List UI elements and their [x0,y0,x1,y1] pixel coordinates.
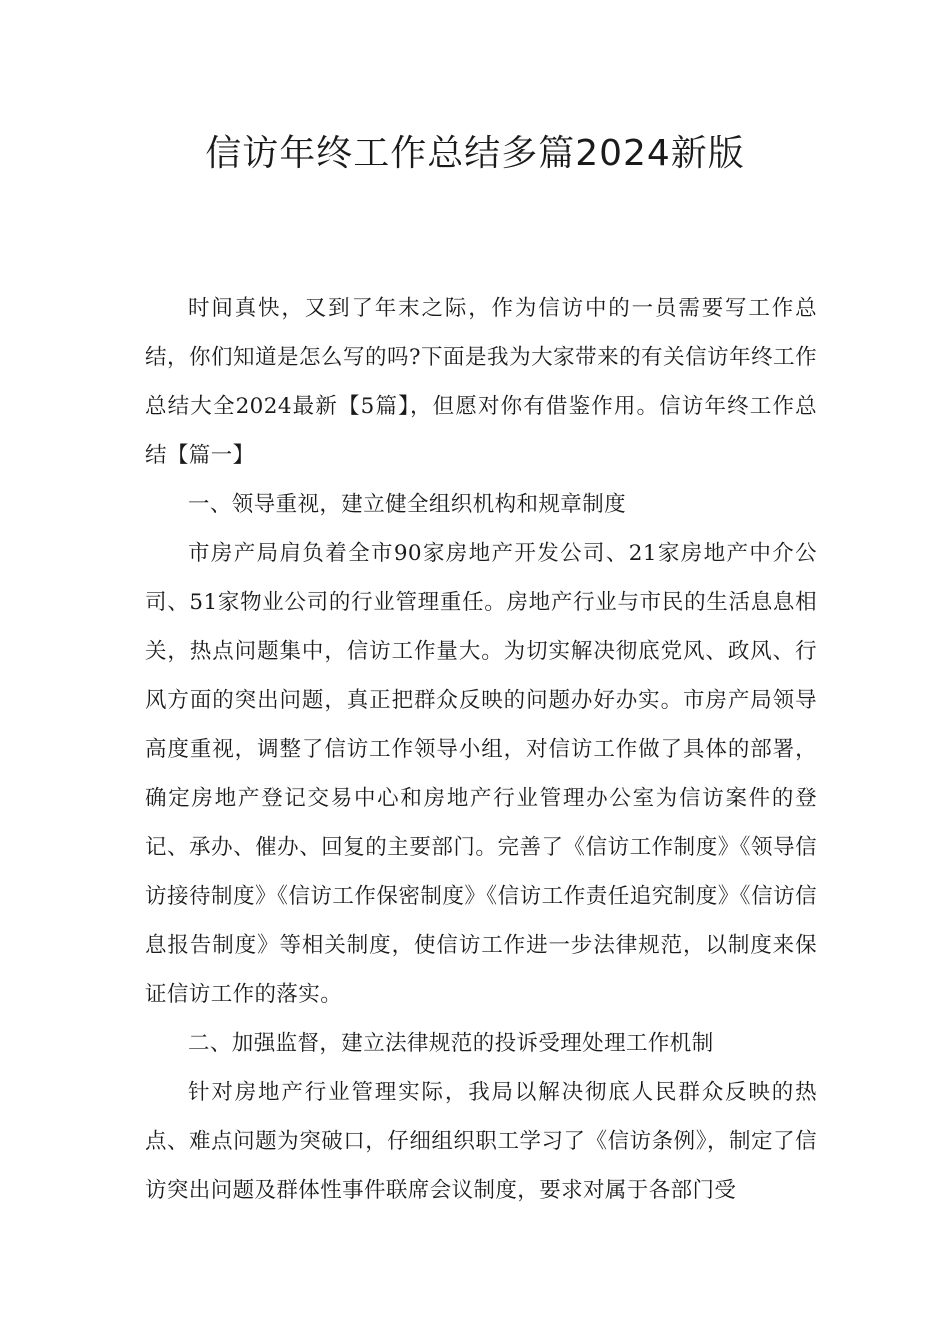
document-body [145,284,817,1215]
paragraph-intro: 时间真快，又到了年末之际，作为信访中的一员需要写工作总结，你们知道是怎么写的吗?下面是我为大家带来的有关信访年终工作总结大全2024最新【5篇】，但愿对你有借鉴作用。信访年终工作总结【篇一】 [145,296,817,468]
document-title: 信访年终工作总结多篇2024新版 [205,133,745,174]
section-heading-2: 二、加强监督，建立法律规范的投诉受理处理工作机制 [188,1031,714,1056]
paragraph-section-1: 市房产局肩负着全市90家房地产开发公司、21家房地产中介公司、51家物业公司的行业管理重任。房地产行业与市民的生活息息相关，热点问题集中，信访工作量大。为切实解决彻底党风、政风、行风方面的突出问题，真正把群众反映的问题办好办实。市房产局领导高度重视，调整了信访工作领导小组，对信访工作做了具体的部署，确定房地产登记交易中心和房地产行业管理办公室为信访案件的登记、承办、催办、回复的主要部门。完善了《信访工作制度》《领导信访接待制度》《信访工作保密制度》《信访工作责任追究制度》《信访信息报告制度》等相关制度，使信访工作进一步法律规范，以制度来保证信访工作的落实。 [145,541,817,1007]
section-heading-1: 一、领导重视，建立健全组织机构和规章制度 [188,492,627,517]
paragraph-section-2: 针对房地产行业管理实际，我局以解决彻底人民群众反映的热点、难点问题为突破口，仔细组织职工学习了《信访条例》，制定了信访突出问题及群体性事件联席会议制度，要求对属于各部门受 [145,1080,817,1203]
